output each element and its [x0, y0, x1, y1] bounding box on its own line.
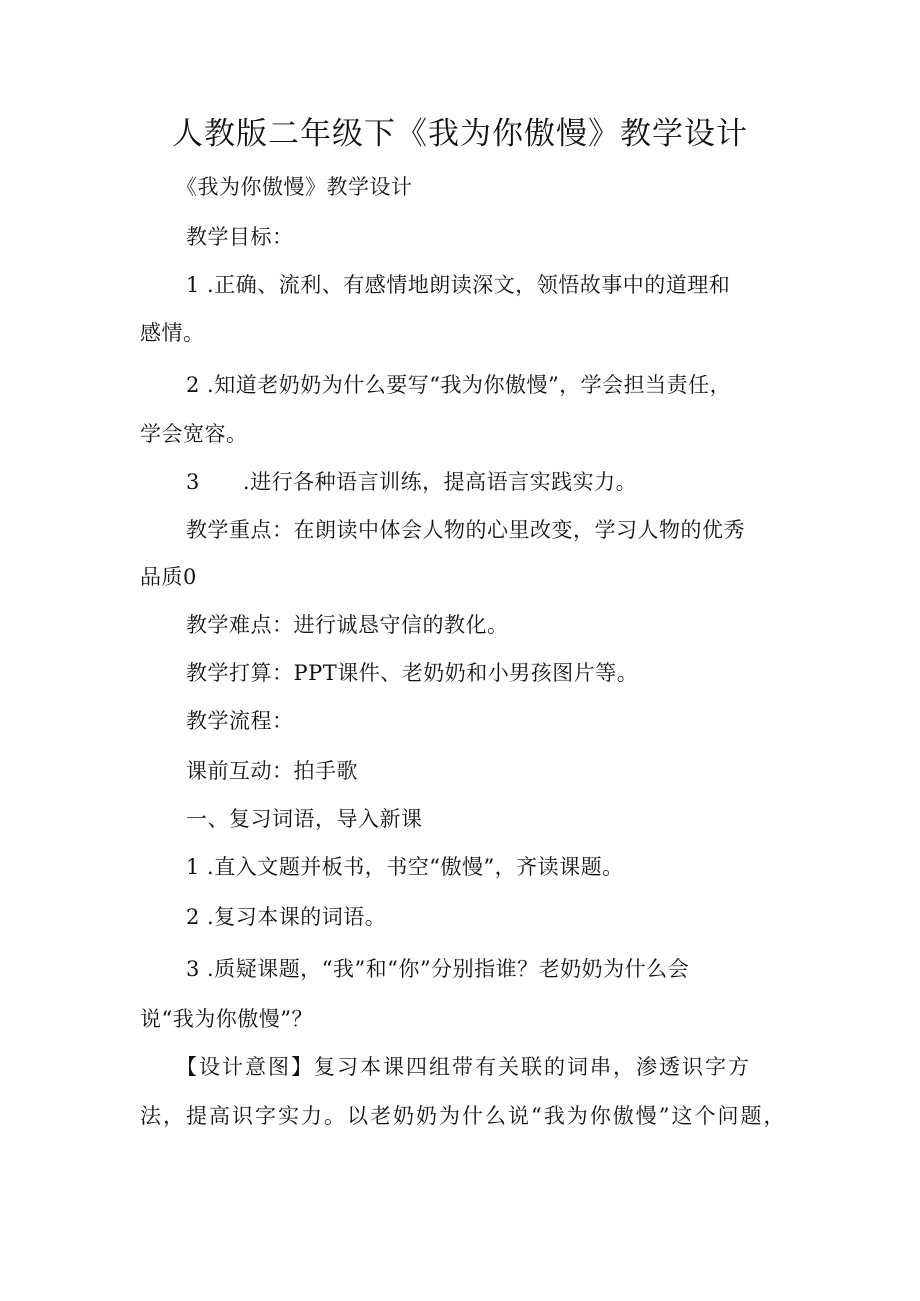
key-points: 教学重点：在朗读中体会人物的心里改变，学习人物的优秀: [186, 518, 745, 542]
review-step-3: 3 .质疑课题，“我”和“你”分别指谁？老奶奶为什么会: [186, 957, 690, 981]
subtitle: 《我为你傲慢》教学设计: [176, 175, 413, 199]
pre-class-activity: 课前互动：拍手歌: [186, 759, 358, 783]
section-heading-objectives: 教学目标：: [186, 225, 294, 249]
section-heading-review: 一、复习词语，导入新课: [186, 807, 423, 831]
section-heading-process: 教学流程：: [186, 709, 294, 733]
objective-3: 3 .进行各种语言训练，提高语言实践实力。: [186, 470, 638, 494]
review-step-2: 2 .复习本课的词语。: [186, 905, 387, 929]
key-points-continued: 品质0: [140, 565, 197, 589]
teaching-preparation: 教学打算：PPT课件、老奶奶和小男孩图片等。: [186, 661, 639, 685]
objective-1-continued: 感情。: [140, 321, 205, 345]
design-intent-continued: 法，提高识字实力。以老奶奶为什么说“我为你傲慢”这个问题，: [140, 1104, 787, 1128]
objective-2: 2 .知道老奶奶为什么要写“我为你傲慢”，学会担当责任，: [186, 373, 732, 397]
objective-2-continued: 学会宽容。: [140, 422, 248, 446]
document-title: 人教版二年级下《我为你傲慢》教学设计: [172, 116, 748, 152]
difficult-points: 教学难点：进行诚恳守信的教化。: [186, 613, 509, 637]
review-step-3-continued: 说“我为你傲慢”？: [140, 1007, 313, 1031]
objective-1: 1 .正确、流利、有感情地朗读深文，领悟故事中的道理和: [186, 273, 731, 297]
design-intent: 【设计意图】复习本课四组带有关联的词串，渗透识字方: [176, 1055, 751, 1079]
review-step-1: 1 .直入文题并板书，书空“傲慢”，齐读课题。: [186, 855, 624, 879]
